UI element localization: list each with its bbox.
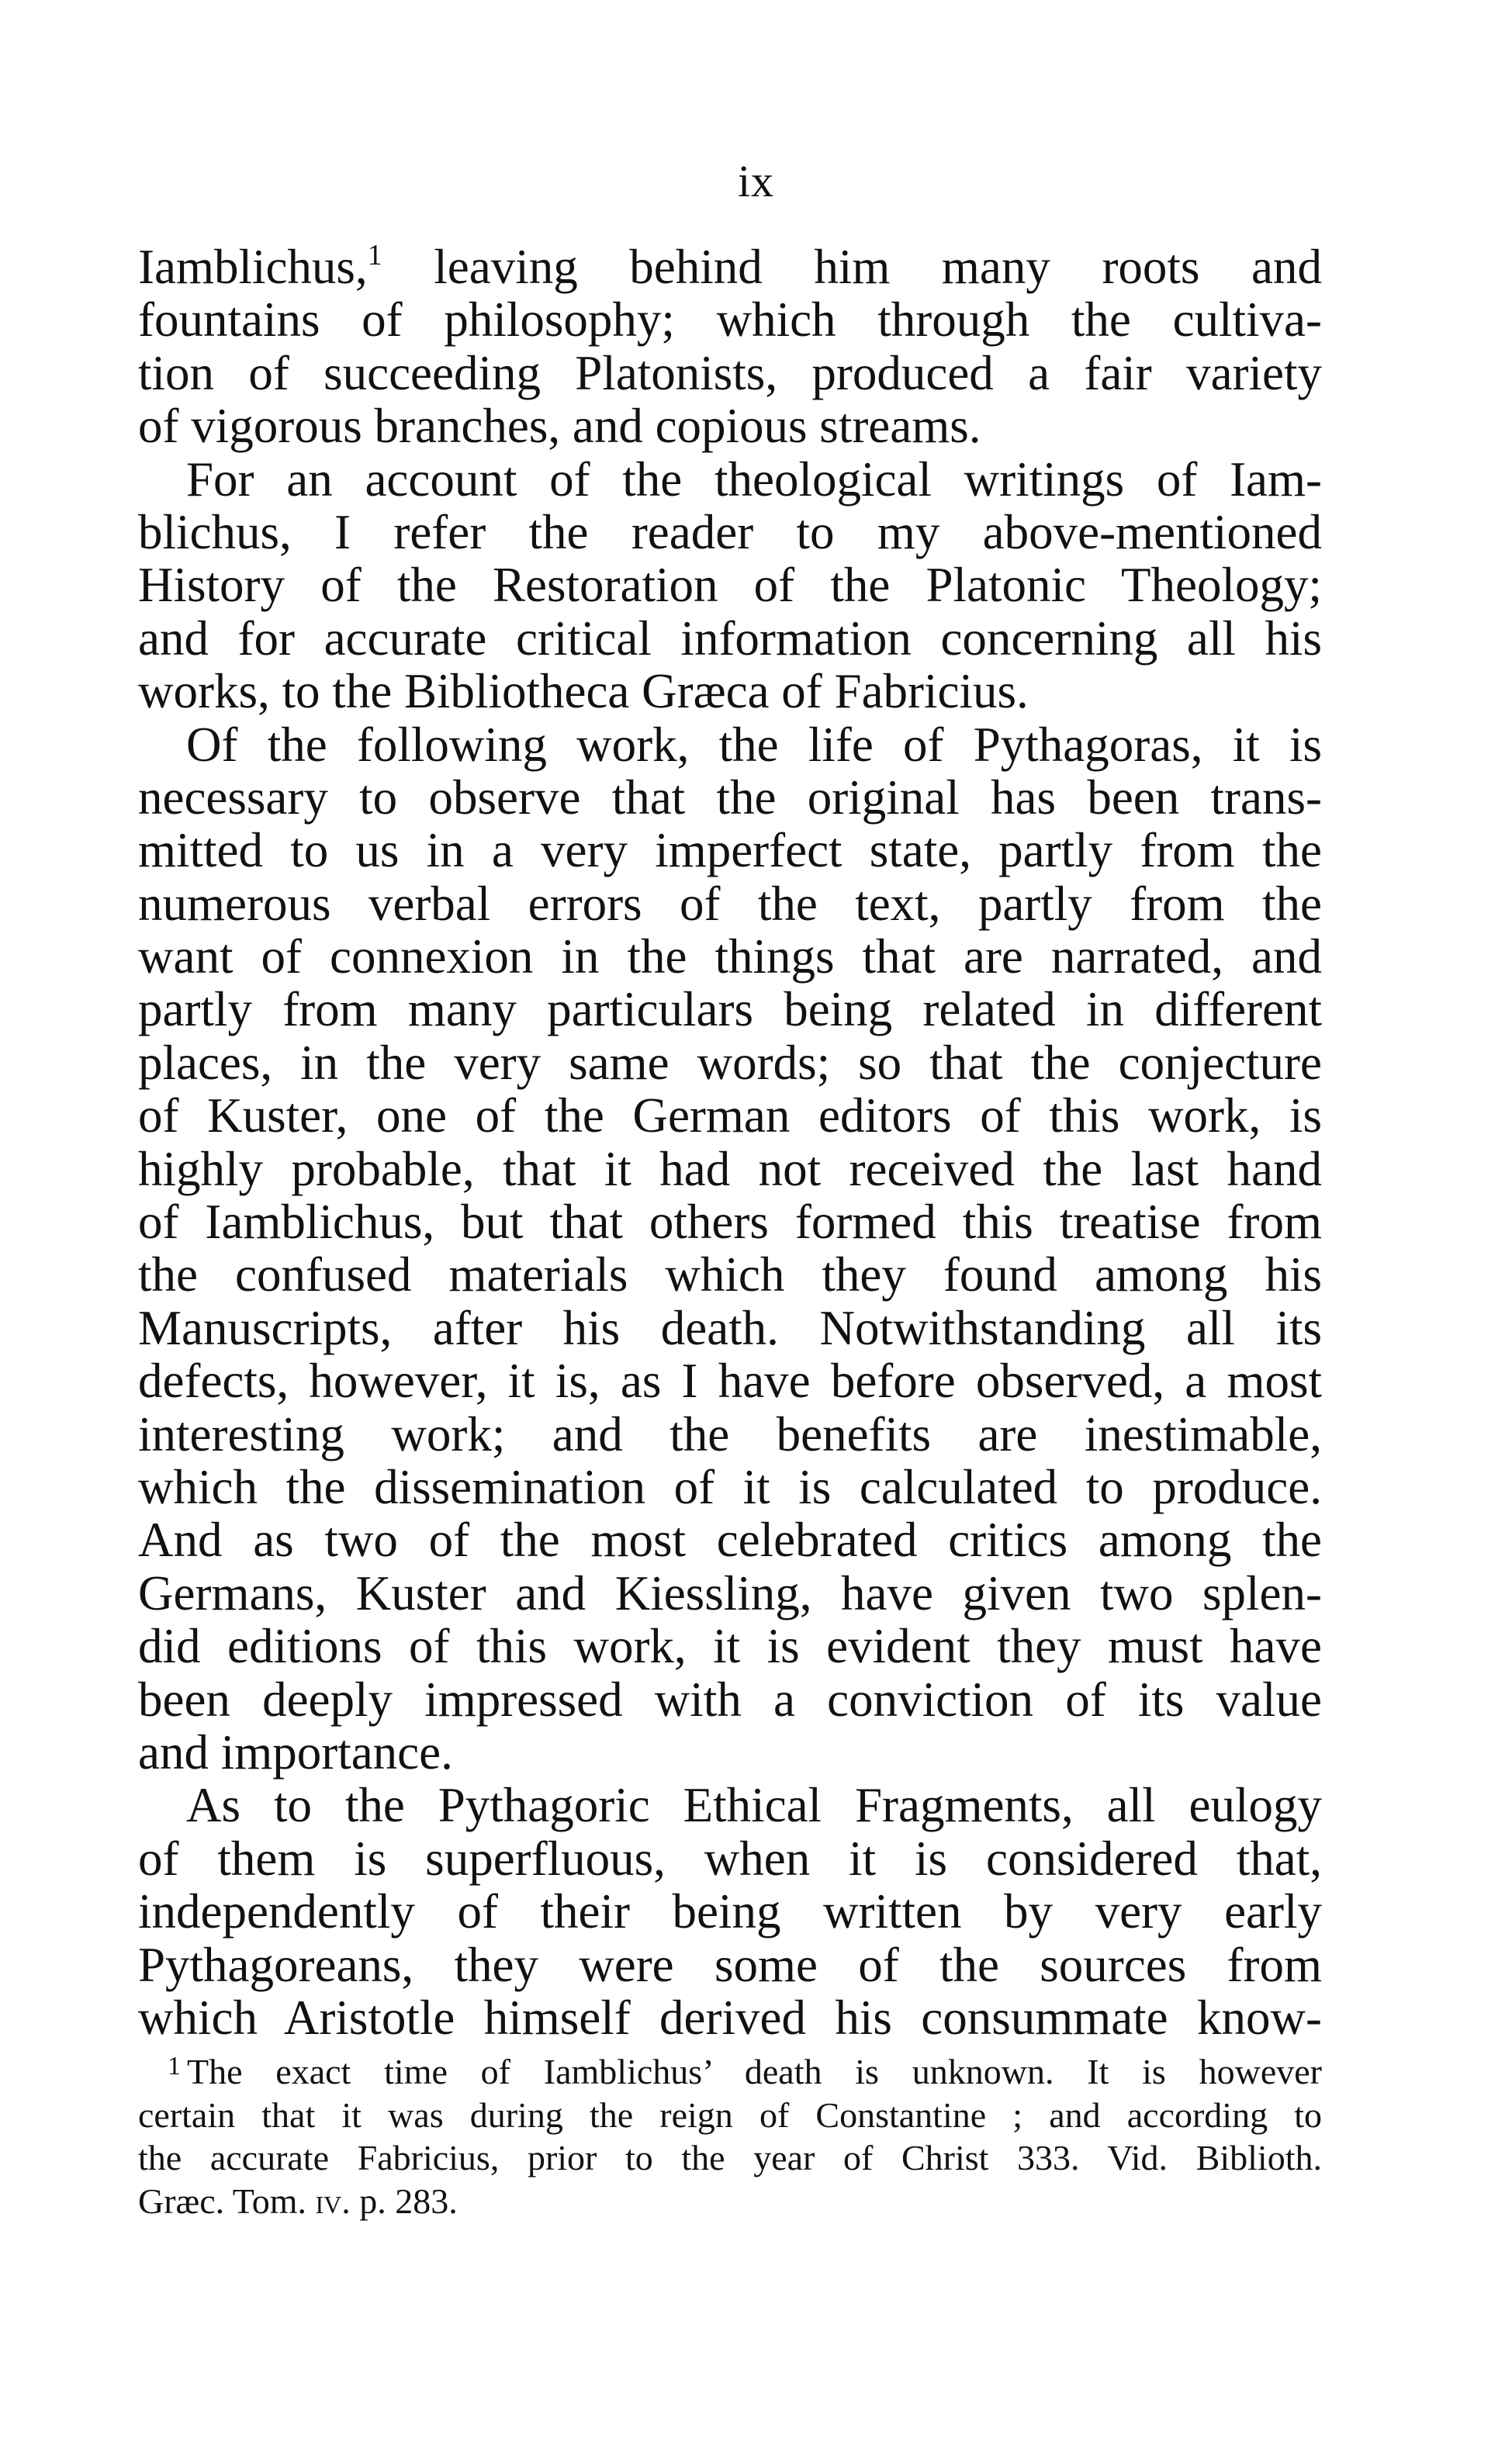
body-text bbox=[138, 240, 1322, 2044]
page-number: ix bbox=[737, 156, 775, 206]
text-line: of Kuster, one of the German editors of this work, is bbox=[138, 1088, 1322, 1143]
text-line: been deeply impressed with a conviction of its value bbox=[138, 1672, 1322, 1727]
text-line: highly probable, that it had not received the last hand bbox=[138, 1141, 1322, 1196]
text-line: which Aristotle himself derived his consummate know- bbox=[138, 1990, 1322, 2045]
text-line: numerous verbal errors of the text, partly from the bbox=[138, 876, 1322, 931]
footnote-line: certain that it was during the reign of Constantine ; and according to bbox=[138, 2094, 1322, 2135]
text-line: of Iamblichus, but that others formed this treatise from bbox=[138, 1195, 1322, 1250]
text-line: of them is superfluous, when it is considered that, bbox=[138, 1831, 1322, 1886]
text-line: and importance. bbox=[138, 1724, 453, 1780]
text-line: History of the Restoration of the Platonic Theology; bbox=[138, 558, 1322, 613]
text-line-segment: leaving behind him many roots and bbox=[382, 240, 1322, 294]
footnote-line: the accurate Fabricius, prior to the year of Christ 333. Vid. Biblioth. bbox=[138, 2138, 1322, 2177]
footnote-text: Græc. Tom. bbox=[138, 2181, 316, 2221]
text-line: defects, however, it is, as I have before observed, a most bbox=[138, 1354, 1322, 1409]
text-line: did editions of this work, it is evident they must have bbox=[138, 1619, 1322, 1674]
text-line: Pythagoreans, they were some of the sources from bbox=[138, 1937, 1322, 1992]
text-line: interesting work; and the benefits are inestimable, bbox=[138, 1406, 1322, 1461]
text-line: partly from many particulars being related in different bbox=[138, 982, 1322, 1037]
text-line: want of connexion in the things that are narrated, and bbox=[138, 929, 1322, 984]
text-line: For an account of the theological writings of Iam- bbox=[186, 451, 1322, 507]
footnote-line bbox=[138, 2050, 1322, 2094]
footnote-text: . p. 283. bbox=[341, 2181, 458, 2221]
text-line: Germans, Kuster and Kiessling, have given two splen- bbox=[138, 1565, 1322, 1621]
text-line: mitted to us in a very imperfect state, partly from the bbox=[138, 823, 1322, 878]
text-line: And as two of the most celebrated critics among the bbox=[138, 1513, 1322, 1568]
text-line: necessary to observe that the original has been trans- bbox=[138, 770, 1322, 825]
footnote-reference: 1 bbox=[367, 239, 382, 272]
footnote-text: The exact time of Iamblichus’ death is unknown. It is however bbox=[187, 2052, 1322, 2091]
text-line: which the dissemination of it is calculated to produce. bbox=[138, 1459, 1322, 1514]
text-line: Of the following work, the life of Pythagoras, it is bbox=[186, 717, 1322, 772]
footnote-volume-numeral: iv bbox=[315, 2181, 342, 2221]
text-line: places, in the very same words; so that the conjecture bbox=[138, 1035, 1322, 1090]
text-line: independently of their being written by very early bbox=[138, 1884, 1322, 1939]
text-line-segment: Iamblichus, bbox=[138, 240, 368, 294]
text-line: and for accurate critical information concerning all his bbox=[138, 610, 1322, 666]
text-line: blichus, I refer the reader to my above-mentioned bbox=[138, 504, 1322, 559]
footnote-line bbox=[138, 2180, 1322, 2223]
text-line: tion of succeeding Platonists, produced a fair variety bbox=[138, 345, 1322, 400]
footnote-marker: 1 bbox=[168, 2052, 181, 2081]
text-line bbox=[138, 240, 1322, 293]
text-line: the confused materials which they found among his bbox=[138, 1247, 1322, 1302]
text-line: Manuscripts, after his death. Notwithstanding all its bbox=[138, 1300, 1322, 1355]
text-line: fountains of philosophy; which through the cultiva- bbox=[138, 292, 1322, 348]
text-line: As to the Pythagoric Ethical Fragments, all eulogy bbox=[186, 1778, 1322, 1833]
text-line: works, to the Bibliotheca Græca of Fabricius. bbox=[138, 664, 1029, 719]
footnote bbox=[138, 2050, 1322, 2222]
text-line: of vigorous branches, and copious streams. bbox=[138, 399, 981, 454]
